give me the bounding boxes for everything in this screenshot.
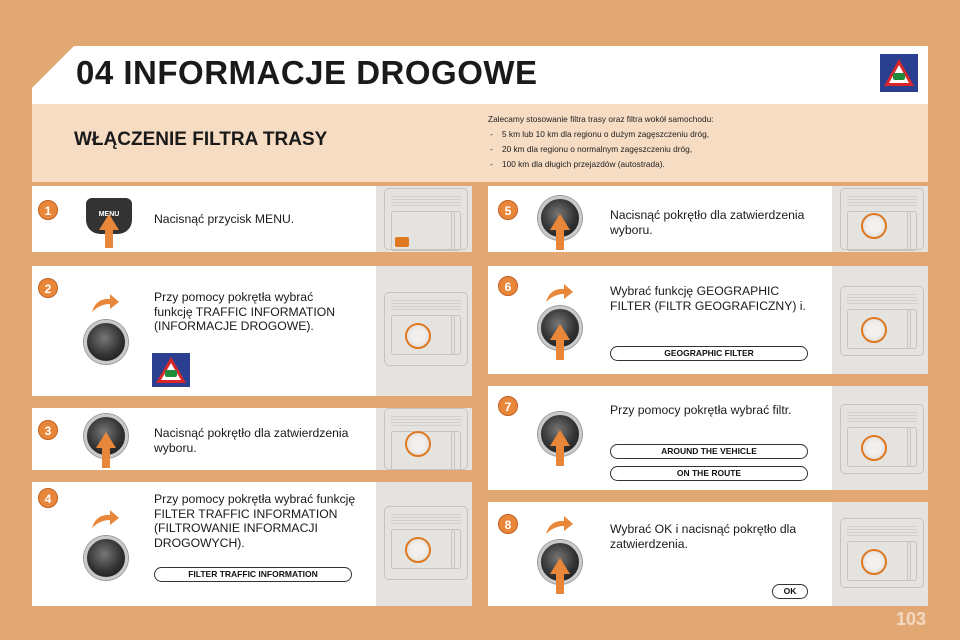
step-number-badge: 2	[38, 278, 58, 298]
page-number: 103	[895, 609, 926, 629]
menu-option-pill: OK	[772, 584, 808, 599]
console-photo	[376, 266, 472, 396]
step-number-badge: 1	[38, 200, 58, 220]
press-arrow-icon	[550, 214, 570, 230]
step-text: Przy pomocy pokrętła wybrać filtr.	[610, 403, 792, 417]
traffic-info-icon	[880, 54, 918, 92]
press-arrow-icon	[102, 446, 110, 468]
menu-option-pill: GEOGRAPHIC FILTER	[610, 346, 808, 361]
press-arrow-icon	[550, 324, 570, 340]
step-text: Wybrać funkcję GEOGRAPHIC FILTER (FILTR GEOGRAFICZNY) i.	[610, 284, 806, 313]
step-text: Nacisnąć przycisk MENU.	[154, 212, 295, 226]
menu-option-pill: FILTER TRAFFIC INFORMATION	[154, 567, 352, 582]
press-arrow-icon	[550, 558, 570, 574]
console-photo	[376, 482, 472, 606]
traffic-info-icon	[152, 353, 190, 387]
press-arrow-icon	[556, 572, 564, 594]
rotate-arrow-icon	[544, 514, 574, 536]
note-item: - 5 km lub 10 km dla regionu o dużym zagęszczeniu dróg,	[488, 127, 908, 142]
console-photo	[832, 186, 928, 252]
console-photo	[376, 186, 472, 252]
step-text: Wybrać OK i nacisnąć pokrętło dla zatwierdzenia.	[610, 522, 797, 551]
step-text: Przy pomocy pokrętła wybrać funkcję TRAFFIC INFORMATION (INFORMACJE DROGOWE).	[154, 290, 336, 333]
rotate-arrow-icon	[544, 282, 574, 304]
menu-option-pill: ON THE ROUTE	[610, 466, 808, 481]
press-arrow-icon	[556, 338, 564, 360]
step-number-badge: 4	[38, 488, 58, 508]
page-title: 04 INFORMACJE DROGOWE	[76, 54, 538, 91]
press-arrow-icon	[96, 432, 116, 448]
step-number-badge: 5	[498, 200, 518, 220]
rotate-arrow-icon	[90, 508, 120, 530]
console-photo	[832, 266, 928, 374]
note-item: - 20 km dla regionu o normalnym zagęszczeniu dróg,	[488, 142, 908, 157]
step-number-badge: 8	[498, 514, 518, 534]
press-arrow-icon	[99, 214, 119, 230]
press-arrow-icon	[556, 228, 564, 250]
menu-option-pill: AROUND THE VEHICLE	[610, 444, 808, 459]
press-arrow-icon	[550, 430, 570, 446]
step-text: Nacisnąć pokrętło dla zatwierdzenia wyboru.	[610, 208, 805, 237]
console-photo	[832, 386, 928, 490]
press-arrow-icon	[556, 444, 564, 466]
recommendation-note	[488, 112, 908, 172]
rotary-knob-icon	[84, 536, 128, 580]
rotary-knob-icon	[84, 320, 128, 364]
step-text: Nacisnąć pokrętło dla zatwierdzenia wyboru.	[154, 426, 349, 455]
section-title: WŁĄCZENIE FILTRA TRASY	[74, 129, 328, 150]
console-photo	[376, 408, 472, 470]
step-number-badge: 3	[38, 420, 58, 440]
step-number-badge: 6	[498, 276, 518, 296]
rotate-arrow-icon	[90, 292, 120, 314]
note-item: - 100 km dla długich przejazdów (autostrada).	[488, 157, 908, 172]
note-lead: Zalecamy stosowanie filtra trasy oraz filtra wokół samochodu:	[488, 114, 714, 124]
step-number-badge: 7	[498, 396, 518, 416]
step-text: Przy pomocy pokrętła wybrać funkcję FILTER TRAFFIC INFORMATION (FILTROWANIE INFORMACJI DROGOWYCH).	[154, 492, 356, 550]
console-photo	[832, 502, 928, 606]
menu-button: MENU	[86, 198, 132, 234]
